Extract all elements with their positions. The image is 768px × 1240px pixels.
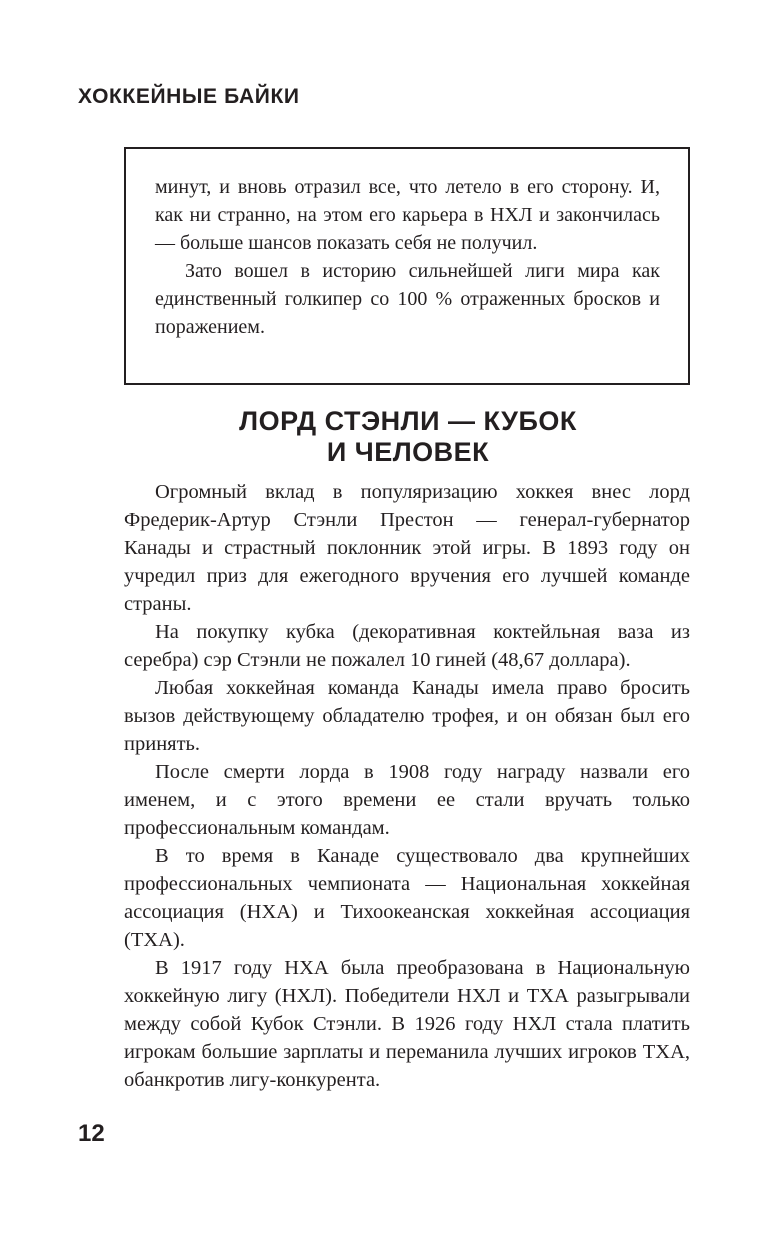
sidebar-paragraph: минут, и вновь отразил все, что летело в его сторону. И, как ни странно, на этом его карьера в НХЛ и закончилась — больше шансов показать себя не получил. — [155, 176, 660, 254]
body-paragraph: После смерти лорда в 1908 году награду назвали его именем, и с этого времени ее стали вручать только профессиональным командам. — [124, 761, 690, 839]
section-title-line-2: И ЧЕЛОВЕК — [326, 437, 490, 467]
sidebar-paragraph: Зато вошел в историю сильнейшей лиги мира как единственный голкипер со 100 % отраженных бросков и поражением. — [155, 260, 660, 338]
section-title-line-1: ЛОРД СТЭНЛИ — КУБОК — [239, 406, 577, 436]
sidebar-box — [124, 147, 690, 385]
body-paragraph: Любая хоккейная команда Канады имела право бросить вызов действующему обладателю трофея, и он обязан был его принять. — [124, 677, 690, 755]
running-head-title: ХОККЕЙНЫЕ БАЙКИ — [78, 85, 300, 108]
body-paragraph: В то время в Канаде существовало два крупнейших профессиональных чемпионата — Национальная хоккейная ассоциация (НХА) и Тихоокеанская хоккейная ассоциация (ТХА). — [124, 845, 690, 951]
body-paragraph: На покупку кубка (декоративная коктейльная ваза из серебра) сэр Стэнли не пожалел 10 гиней (48,67 доллара). — [124, 621, 690, 671]
body-paragraph: В 1917 году НХА была преобразована в Национальную хоккейную лигу (НХЛ). Победители НХЛ и ТХА разыгрывали между собой Кубок Стэнли. В 1926 году НХЛ стала платить игрокам большие зарплаты и переманила лучших игроков ТХА, обанкротив лигу-конкурента. — [124, 957, 690, 1091]
main-text — [124, 478, 690, 1094]
page-number: 12 — [78, 1120, 105, 1147]
body-paragraph: Огромный вклад в популяризацию хоккея внес лорд Фредерик-Артур Стэнли Престон — генерал-губернатор Канады и страстный поклонник этой игры. В 1893 году он учредил приз для ежегодного вручения его лучшей команде страны. — [124, 481, 690, 615]
